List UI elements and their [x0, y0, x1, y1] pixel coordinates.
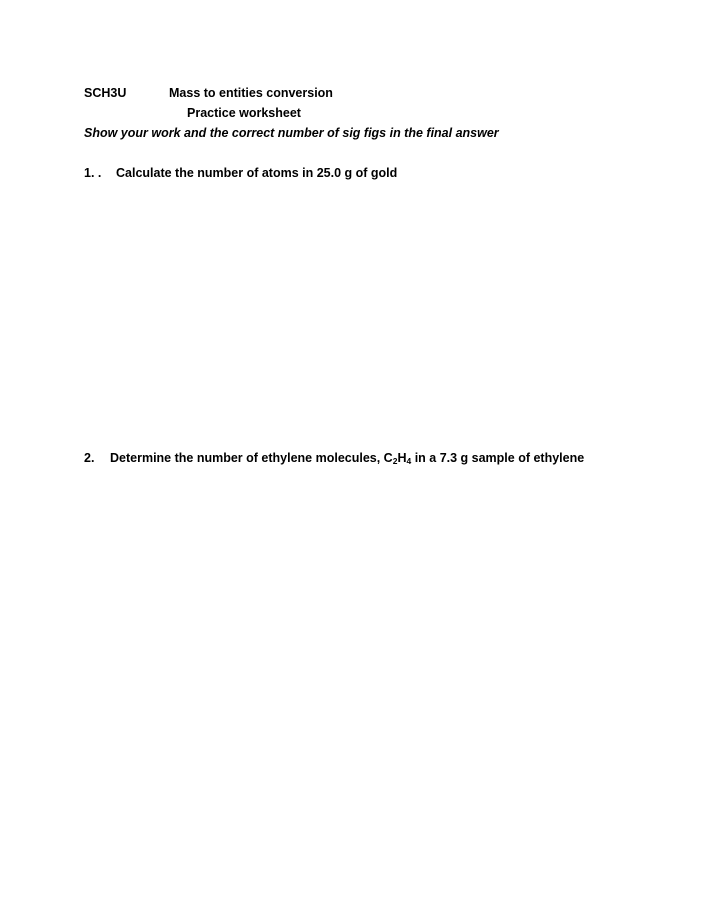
worksheet-subtitle: Practice worksheet	[187, 106, 301, 120]
question-2-hydrogen: H	[397, 451, 407, 465]
course-code: SCH3U	[84, 86, 127, 100]
question-1	[84, 165, 397, 181]
subscript-hydrogen: 4	[406, 456, 412, 466]
question-2	[84, 450, 584, 466]
question-1-number: 1. .	[84, 166, 102, 180]
question-2-text-after: in a 7.3 g sample of ethylene	[411, 451, 585, 465]
subscript-carbon: 2	[392, 456, 398, 466]
question-1-text: Calculate the number of atoms in 25.0 g of gold	[116, 166, 398, 180]
worksheet-title: Mass to entities conversion	[169, 86, 333, 100]
instructions: Show your work and the correct number of sig figs in the final answer	[84, 126, 499, 140]
question-2-number: 2.	[84, 451, 95, 465]
question-2-text-before: Determine the number of ethylene molecules, C	[110, 451, 393, 465]
